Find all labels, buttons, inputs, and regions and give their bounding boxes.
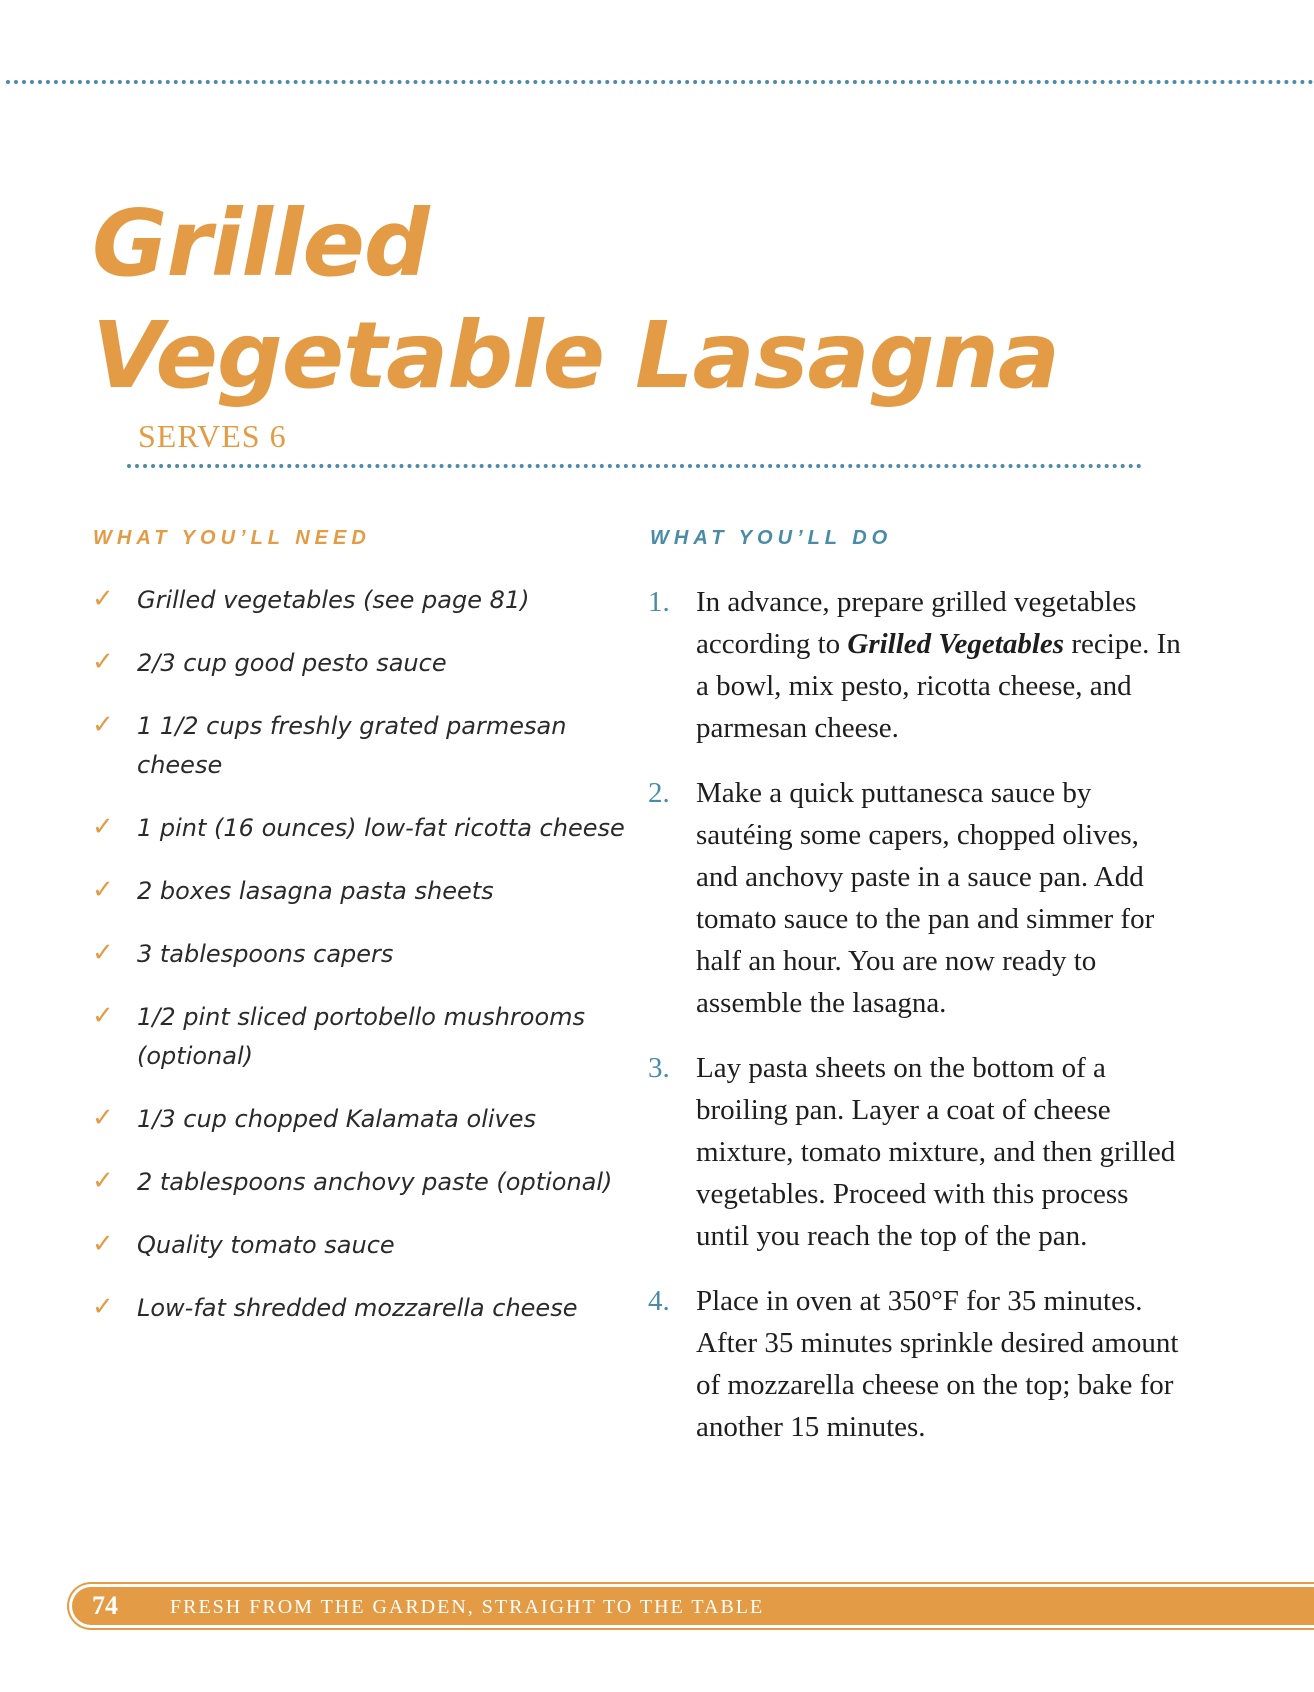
ingredient-item	[92, 872, 632, 911]
step-text-main: In advance, prepare grilled vegetables according to	[696, 586, 1137, 660]
ingredient-item	[92, 581, 632, 620]
ingredient-item	[92, 1226, 632, 1265]
ingredient-item	[92, 644, 632, 683]
recipe-title-line-1: Grilled	[92, 190, 429, 297]
ingredient-text: 1/2 pint sliced portobello mushrooms (optional)	[137, 1003, 586, 1070]
step-number: 3.	[648, 1052, 670, 1084]
check-icon: ✓	[92, 1103, 114, 1133]
step-text-main: Lay pasta sheets on the bottom of a broiling pan. Layer a coat of cheese mixture, tomato mixture, and then grilled vegetables. Proceed with this process until you reach the top of the pan.	[696, 1052, 1176, 1252]
step-text	[696, 586, 1181, 744]
check-icon: ✓	[92, 1001, 114, 1031]
ingredients-list	[92, 581, 632, 1352]
step-text	[696, 1052, 1175, 1252]
ingredient-text: 2 boxes lasagna pasta sheets	[137, 877, 494, 905]
step-number: 4.	[648, 1285, 670, 1317]
direction-step	[648, 1280, 1188, 1448]
check-icon: ✓	[92, 647, 114, 677]
step-text-main: Place in oven at 350°F for 35 minutes. After 35 minutes sprinkle desired amount of mozzarella cheese on the top; bake for another 15 minutes.	[696, 1285, 1179, 1443]
ingredient-text: 3 tablespoons capers	[137, 940, 394, 968]
check-icon: ✓	[92, 812, 114, 842]
serves-count: SERVES 6	[138, 418, 287, 454]
step-text	[696, 1285, 1178, 1443]
book-title: FRESH FROM THE GARDEN, STRAIGHT TO THE TABLE	[170, 1596, 765, 1618]
check-icon: ✓	[92, 584, 114, 614]
ingredient-item	[92, 707, 632, 785]
direction-step	[648, 772, 1188, 1024]
step-number: 1.	[648, 586, 670, 618]
check-icon: ✓	[92, 710, 114, 740]
directions-list	[648, 581, 1188, 1471]
ingredient-item	[92, 1100, 632, 1139]
ingredient-text: Grilled vegetables (see page 81)	[137, 586, 530, 614]
ingredient-text: 2 tablespoons anchovy paste (optional)	[137, 1168, 613, 1196]
ingredient-text: 1/3 cup chopped Kalamata olives	[137, 1105, 536, 1133]
ingredient-text: 1 pint (16 ounces) low-fat ricotta cheese	[137, 814, 625, 842]
recipe-title-line-2: Vegetable Lasagna	[92, 302, 1060, 409]
check-icon: ✓	[92, 875, 114, 905]
serves-dotted-rule	[127, 464, 1142, 468]
ingredients-heading: WHAT YOU’LL NEED	[93, 527, 371, 549]
ingredient-text: Low-fat shredded mozzarella cheese	[137, 1294, 578, 1322]
ingredient-text: 2/3 cup good pesto sauce	[137, 649, 447, 677]
ingredient-item	[92, 1163, 632, 1202]
step-text	[696, 777, 1154, 1019]
check-icon: ✓	[92, 938, 114, 968]
check-icon: ✓	[92, 1292, 114, 1322]
directions-heading: WHAT YOU’LL DO	[650, 527, 893, 549]
ingredient-text: Quality tomato sauce	[137, 1231, 395, 1259]
top-dotted-rule	[6, 80, 1314, 84]
ingredient-item	[92, 809, 632, 848]
step-text-main: Make a quick puttanesca sauce by sautéing some capers, chopped olives, and anchovy paste in a sauce pan. Add tomato sauce to the pan and simmer for half an hour. You are now ready to assemble the lasagna.	[696, 777, 1155, 1019]
direction-step	[648, 1047, 1188, 1257]
ingredient-item	[92, 998, 632, 1076]
step-number: 2.	[648, 777, 670, 809]
ingredient-item	[92, 1289, 632, 1328]
check-icon: ✓	[92, 1166, 114, 1196]
check-icon: ✓	[92, 1229, 114, 1259]
recipe-title	[92, 188, 1059, 412]
direction-step	[648, 581, 1188, 749]
footer-bar	[72, 1587, 1314, 1625]
ingredient-item	[92, 935, 632, 974]
page-number: 74	[92, 1591, 118, 1620]
ingredient-text: 1 1/2 cups freshly grated parmesan cheese	[137, 712, 567, 779]
step-recipe-reference: Grilled Vegetables	[847, 628, 1065, 660]
step-text-continued: recipe. In a bowl, mix pesto, ricotta cheese, and parmesan cheese.	[696, 628, 1181, 744]
